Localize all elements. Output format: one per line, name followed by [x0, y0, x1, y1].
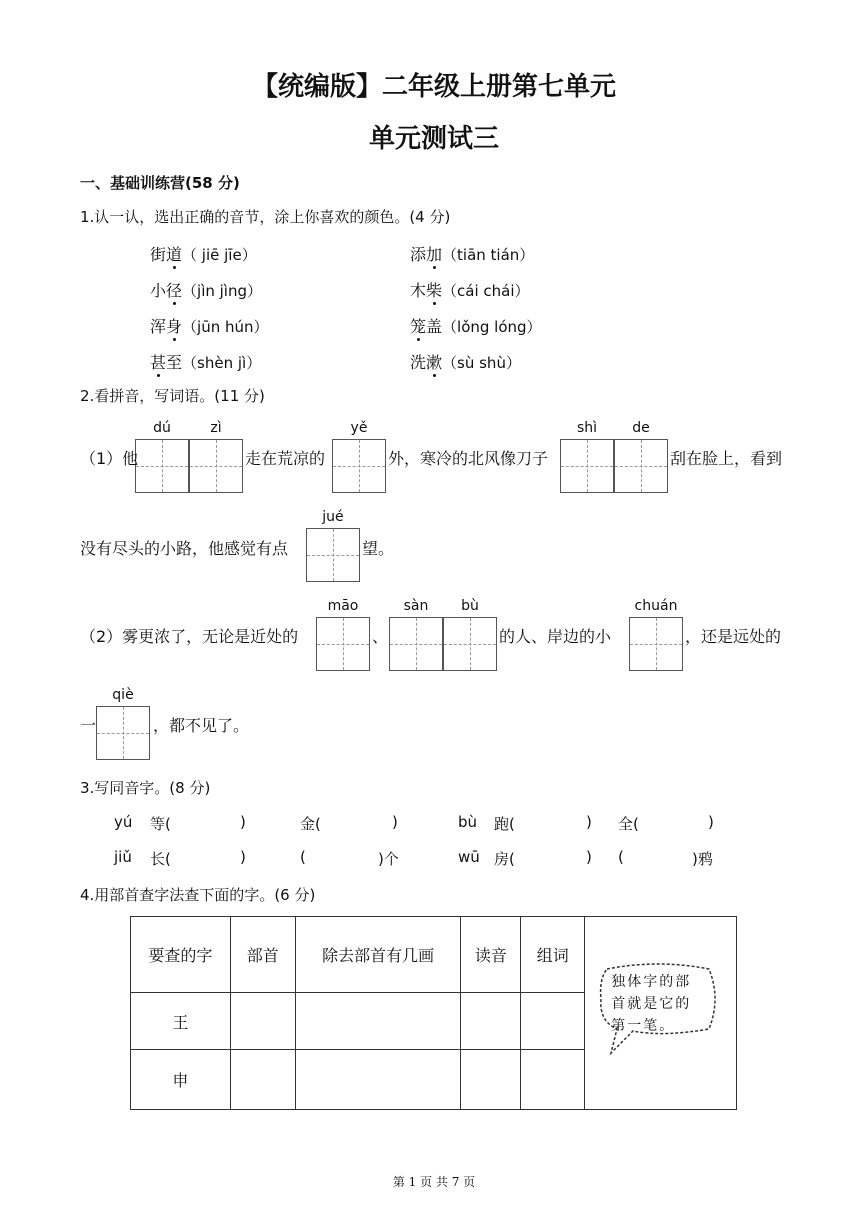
pinyin-label: bù — [458, 813, 478, 831]
blank-open: 金( — [300, 815, 321, 833]
pinyin-options[interactable]: （ jiē jīe） — [182, 246, 257, 264]
blank-close: )鸦 — [692, 850, 713, 868]
pinyin-options[interactable]: （shèn jì） — [182, 354, 262, 372]
sentence-text: （2）雾更浓了，无论是近处的 — [80, 627, 299, 646]
word-char: 街 — [150, 245, 167, 264]
word-char: 盖 — [426, 317, 443, 336]
pinyin-options[interactable]: （jūn hún） — [182, 318, 269, 336]
writing-box[interactable] — [443, 617, 497, 671]
pinyin-label: sàn — [403, 598, 429, 614]
sentence-text: 的人、岸边的小 — [499, 627, 612, 646]
pinyin-options[interactable]: （cái chái） — [442, 282, 530, 300]
sentence-text: ，还是远处的 — [685, 627, 782, 646]
sentence-text: 望。 — [362, 539, 395, 558]
tip-line: 第一笔。 — [611, 1018, 676, 1034]
sentence-text: ，都不见了。 — [153, 716, 250, 735]
pinyin-label: yě — [350, 420, 368, 436]
blank-close: ) — [240, 813, 246, 831]
word-char: 小 — [150, 281, 167, 300]
blank-open: 跑( — [494, 815, 515, 833]
answer-cell[interactable] — [295, 1050, 461, 1110]
sentence-text: 走在荒凉的 — [245, 449, 326, 468]
sentence-text: 外，寒冷的北风像刀子 — [388, 449, 549, 468]
table-header: 除去部首有几画 — [295, 917, 461, 993]
writing-box[interactable] — [135, 439, 189, 493]
dotted-char: 加 — [426, 242, 442, 265]
word-char: 浑 — [150, 317, 167, 336]
pinyin-label: qiè — [112, 687, 134, 703]
blank-close: ) — [586, 813, 592, 831]
dotted-char: 径 — [166, 278, 182, 301]
pinyin-options[interactable]: （tiān tián） — [442, 246, 535, 264]
sentence-text: 没有尽头的小路，他感觉有点 — [80, 539, 289, 558]
table-header: 要查的字 — [131, 917, 231, 993]
blank-close: ) — [392, 813, 398, 831]
sentence-text: 一 — [80, 716, 97, 735]
blank-close: )个 — [378, 850, 399, 868]
answer-cell[interactable] — [521, 993, 585, 1050]
writing-box[interactable] — [614, 439, 668, 493]
pinyin-label: yú — [114, 813, 133, 831]
blank-close: ) — [240, 848, 246, 866]
page-title: 【统编版】二年级上册第七单元 — [251, 72, 616, 102]
word-char: 洗 — [410, 353, 427, 372]
tip-cell — [585, 917, 737, 1110]
writing-box[interactable] — [629, 617, 683, 671]
answer-cell[interactable] — [230, 993, 295, 1050]
dotted-char: 身 — [166, 314, 182, 337]
pinyin-options[interactable]: （lǒng lóng） — [442, 318, 542, 336]
pinyin-label: dú — [153, 420, 171, 436]
blank-open: ( — [300, 848, 306, 866]
word-choice-item — [410, 350, 521, 373]
answer-cell[interactable] — [461, 993, 521, 1050]
question-4-prompt: 4.用部首查字法查下面的字。(6 分) — [80, 886, 316, 904]
pinyin-options[interactable]: （jìn jìng） — [182, 282, 263, 300]
word-choice-item — [150, 350, 261, 373]
answer-cell[interactable] — [230, 1050, 295, 1110]
writing-box[interactable] — [96, 706, 150, 760]
question-1-prompt: 1.认一认，选出正确的音节，涂上你喜欢的颜色。(4 分) — [80, 208, 451, 226]
blank-close: ) — [586, 848, 592, 866]
blank-open: 长( — [150, 850, 171, 868]
table-cell-char: 王 — [131, 993, 231, 1050]
dotted-char: 甚 — [150, 350, 166, 373]
pinyin-label: chuán — [634, 598, 678, 614]
word-choice-item — [410, 278, 530, 301]
pinyin-label: jué — [322, 509, 344, 525]
word-char: 至 — [166, 353, 183, 372]
table-header: 读音 — [461, 917, 521, 993]
word-choice-item — [150, 242, 257, 265]
pinyin-label: wū — [458, 848, 480, 866]
question-3-prompt: 3.写同音字。(8 分) — [80, 779, 211, 797]
word-choice-item — [410, 242, 534, 265]
blank-open: 等( — [150, 815, 171, 833]
blank-open: 房( — [494, 850, 515, 868]
writing-box[interactable] — [189, 439, 243, 493]
section-heading: 一、基础训练营(58 分) — [80, 174, 240, 192]
dotted-char: 道 — [166, 242, 182, 265]
blank-close: ) — [708, 813, 714, 831]
question-2-prompt: 2.看拼音，写词语。(11 分) — [80, 387, 265, 405]
table-header: 组词 — [521, 917, 585, 993]
answer-cell[interactable] — [295, 993, 461, 1050]
answer-cell[interactable] — [521, 1050, 585, 1110]
word-choice-item — [150, 314, 269, 337]
pinyin-label: jiǔ — [114, 848, 132, 866]
sentence-text: （1）他 — [80, 449, 139, 468]
writing-box[interactable] — [389, 617, 443, 671]
writing-box[interactable] — [332, 439, 386, 493]
word-choice-item — [150, 278, 262, 301]
table-cell-char: 申 — [131, 1050, 231, 1110]
writing-box[interactable] — [316, 617, 370, 671]
dotted-char: 柴 — [426, 278, 442, 301]
sentence-text: 刮在脸上，看到 — [670, 449, 783, 468]
dotted-char: 漱 — [426, 350, 442, 373]
page-subtitle: 单元测试三 — [368, 124, 499, 154]
tip-line: 首就是它的 — [611, 996, 692, 1012]
writing-box[interactable] — [306, 528, 360, 582]
blank-open: 全( — [618, 815, 639, 833]
page-footer: 第 1 页 共 7 页 — [392, 1175, 476, 1189]
tip-line: 独体字的部 — [611, 974, 692, 990]
dotted-char: 笼 — [410, 314, 426, 337]
pinyin-label: bù — [461, 598, 479, 614]
word-choice-item — [410, 314, 542, 337]
pinyin-label: zì — [210, 420, 222, 436]
writing-box[interactable] — [560, 439, 614, 493]
pinyin-label: de — [632, 420, 650, 436]
table-header: 部首 — [230, 917, 295, 993]
answer-cell[interactable] — [461, 1050, 521, 1110]
word-char: 木 — [410, 281, 427, 300]
word-char: 添 — [410, 245, 427, 264]
radical-lookup-table — [130, 916, 737, 1110]
sentence-text: 、 — [372, 627, 389, 646]
pinyin-label: māo — [327, 598, 359, 614]
pinyin-label: shì — [576, 420, 598, 436]
blank-open: ( — [618, 848, 624, 866]
pinyin-options[interactable]: （sù shù） — [442, 354, 521, 372]
